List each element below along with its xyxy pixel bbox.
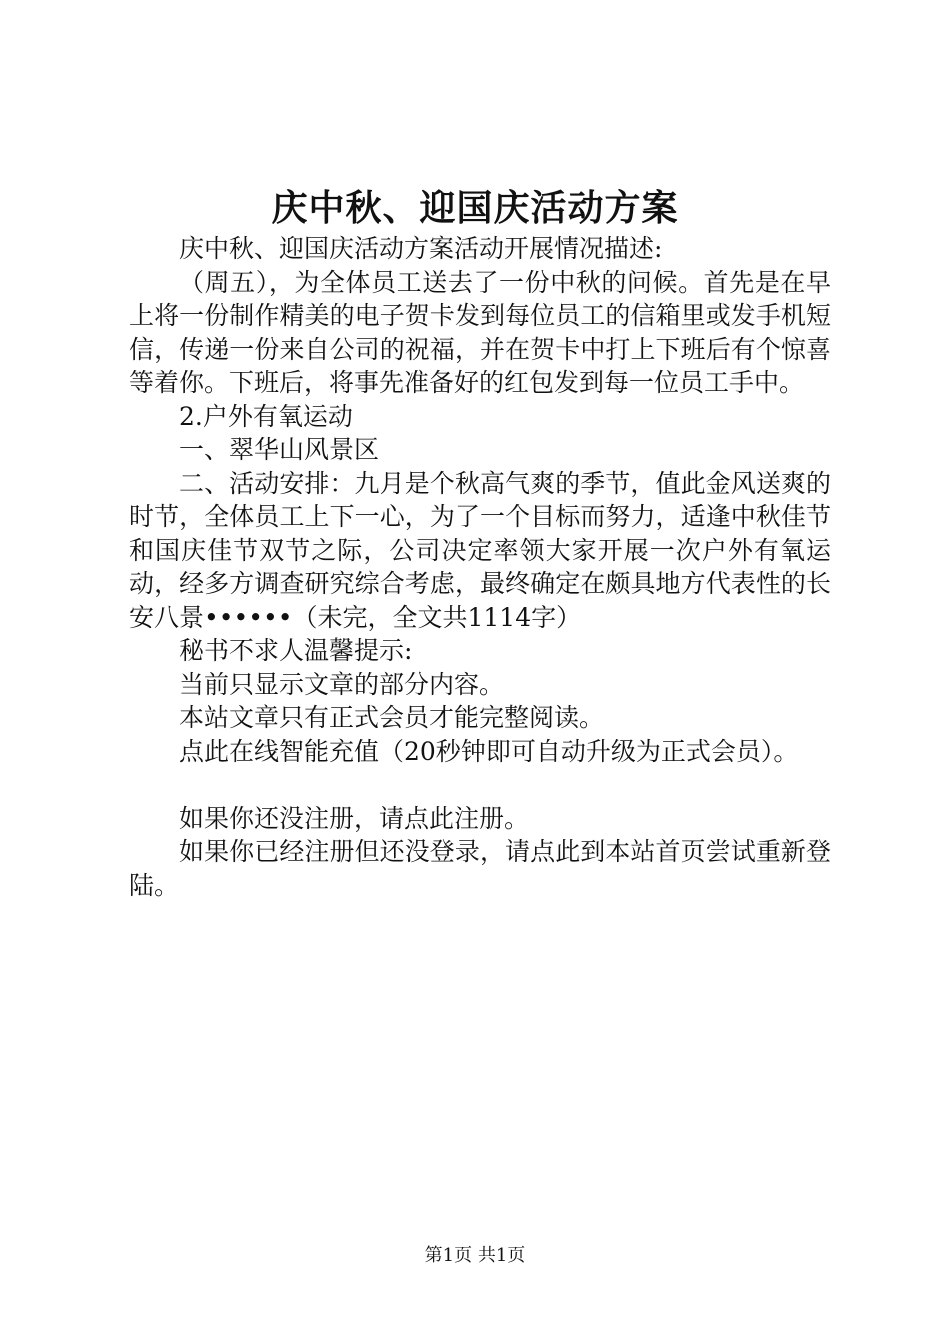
paragraph-tip-title: 秘书不求人温馨提示: (179, 636, 413, 665)
paragraph-intro: 庆中秋、迎国庆活动方案活动开展情况描述: (179, 234, 663, 263)
document-title: 庆中秋、迎国庆活动方案 (271, 187, 679, 229)
paragraph-register-link[interactable]: 如果你还没注册，请点此注册。 (179, 803, 530, 833)
spacer (129, 768, 831, 802)
paragraph-login-link[interactable]: 如果你已经注册但还没登录，请点此到本站首页尝试重新登陆。 (129, 837, 831, 900)
paragraph-member-only[interactable]: 本站文章只有正式会员才能完整阅读。 (179, 703, 605, 732)
document-body (129, 232, 831, 902)
paragraph-recharge-link[interactable]: 点此在线智能充值（20秒钟即可自动升级为正式会员）。 (179, 736, 799, 766)
page-footer: 第1页 共1页 (424, 1245, 526, 1266)
paragraph-description: （周五），为全体员工送去了一份中秋的问候。首先是在早上将一份制作精美的电子贺卡发到每位员工的信箱里或发手机短信，传递一份来自公司的祝福，并在贺卡中打上下班后有个惊喜等着你。下班后，将事先准备好的红包发到每一位员工手中。 (129, 267, 831, 397)
paragraph-partial-content: 当前只显示文章的部分内容。 (179, 669, 505, 699)
paragraph-arrangement: 二、活动安排：九月是个秋高气爽的季节，值此金风送爽的时节，全体员工上下一心，为了一个目标而努力，适逢中秋佳节和国庆佳节双节之际，公司决定率领大家开展一次户外有氧运动，经多方调查研究综合考虑，最终确定在颇具地方代表性的长安八景••••••（未完，全文共1114字） (129, 468, 831, 632)
paragraph-location: 一、翠华山风景区 (179, 435, 380, 464)
paragraph-outdoor-activity: 2.户外有氧运动 (179, 401, 353, 431)
